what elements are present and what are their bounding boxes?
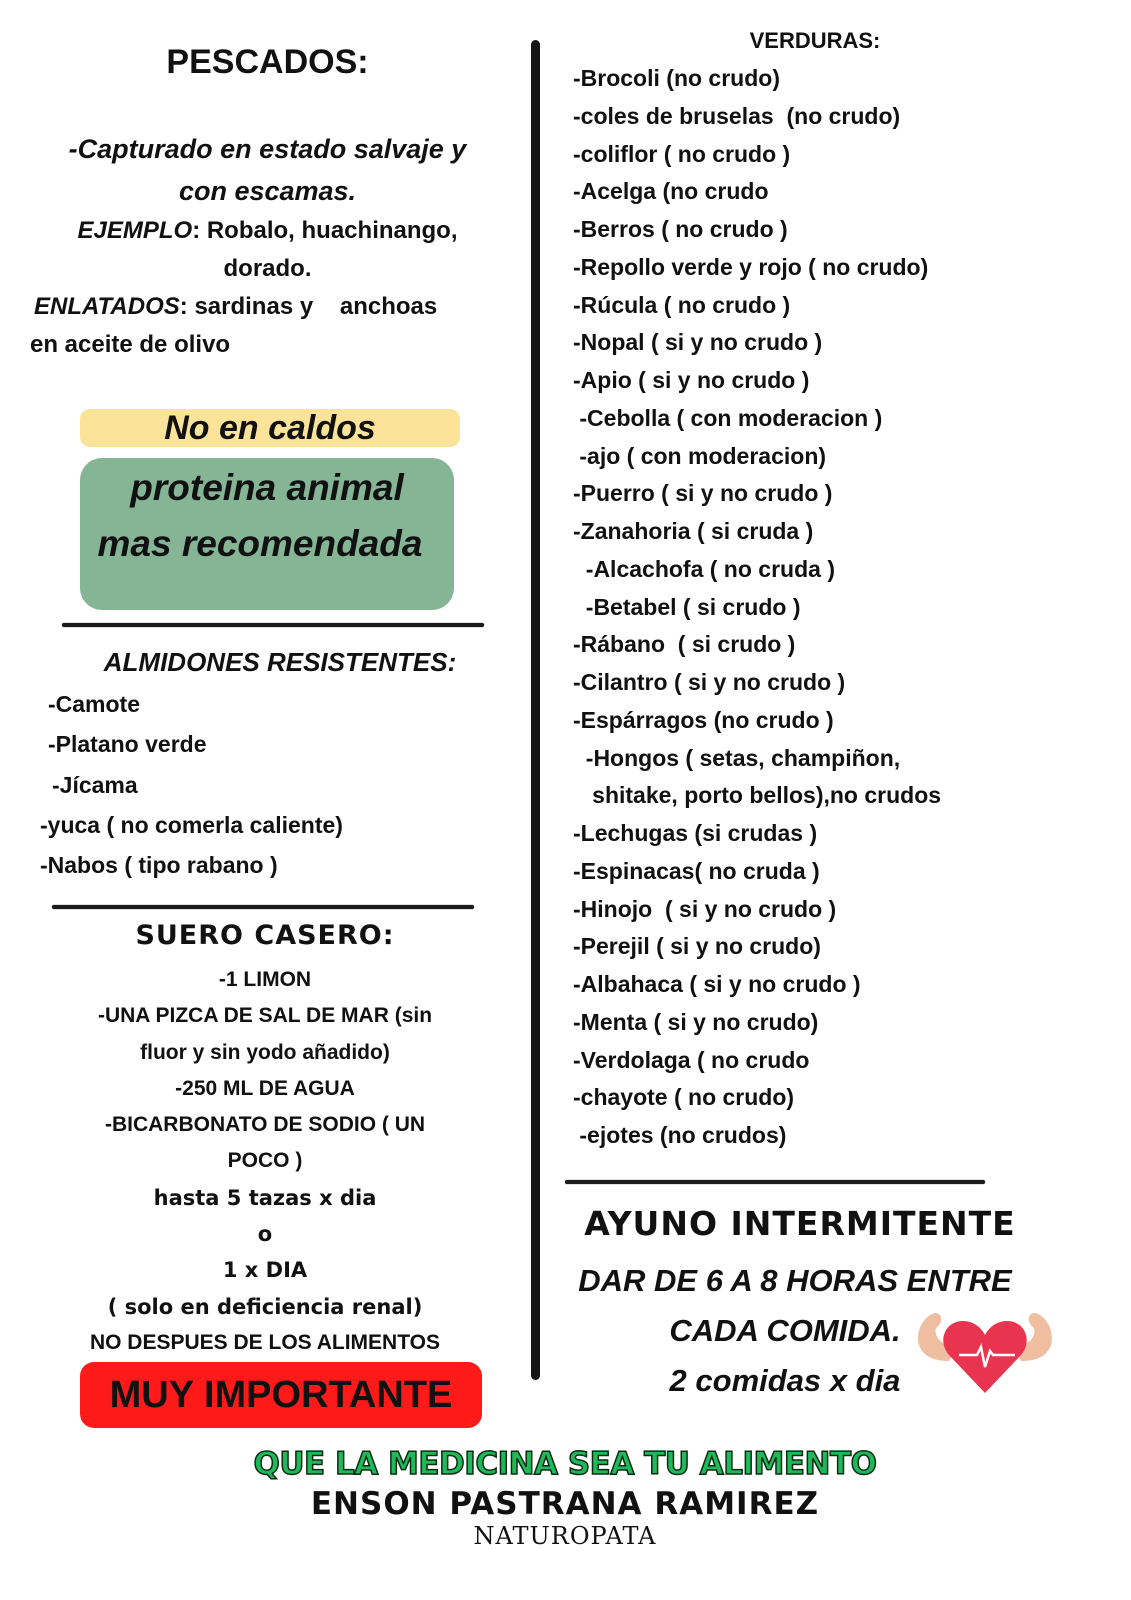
ayuno-line-1: DAR DE 6 A 8 HORAS ENTRE: [578, 1263, 1012, 1298]
verdura-item: -Espinacas( no cruda ): [573, 857, 820, 884]
suero-line: -1 LIMON: [218, 968, 312, 991]
verdura-item: -Nopal ( si y no crudo ): [573, 329, 823, 356]
muy-importante-banner: MUY IMPORTANTE: [80, 1362, 482, 1428]
almidon-item: -yuca ( no comerla caliente): [40, 812, 343, 838]
suero-line: hasta 5 tazas x dia: [153, 1185, 377, 1210]
pescados-enlatados: [20, 288, 515, 364]
no-en-caldos-highlight: No en caldos: [80, 409, 460, 447]
verdura-item: -coles de bruselas (no crudo): [573, 102, 901, 129]
enlatados-text-2: en aceite de olivo: [30, 331, 231, 358]
pescados-line-2: con escamas.: [178, 176, 357, 206]
suero-lines: [40, 962, 490, 1361]
verduras-title: VERDURAS:: [749, 28, 881, 53]
verdura-item: -Puerro ( si y no crudo ): [573, 480, 833, 507]
vertical-divider: [531, 40, 540, 1380]
muscle-heart-icon: [915, 1305, 1055, 1400]
almidon-item: -Nabos ( tipo rabano ): [40, 852, 278, 878]
verdura-item: shitake, porto bellos),no crudos: [573, 782, 942, 809]
verdura-item: -Lechugas (si crudas ): [573, 820, 818, 846]
motto: QUE LA MEDICINA SEA TU ALIMENTO: [253, 1446, 877, 1482]
pescados-ejemplo: [20, 212, 515, 288]
pescados-description: [20, 128, 515, 212]
verdura-item: -Alcachofa ( no cruda ): [573, 555, 835, 582]
ejemplo-label: EJEMPLO: [77, 217, 193, 244]
pescados-title: PESCADOS:: [166, 43, 369, 81]
verdura-item: -Hongos ( setas, champiñon,: [573, 744, 901, 771]
verdura-item: -Berros ( no crudo ): [573, 216, 788, 242]
ayuno-line-2: CADA COMIDA.: [669, 1313, 901, 1348]
author-role: NATUROPATA: [473, 1522, 657, 1550]
verdura-item: -coliflor ( no crudo ): [573, 140, 791, 167]
verdura-item: -chayote ( no crudo): [573, 1084, 795, 1111]
almidon-item: -Platano verde: [48, 731, 207, 757]
box-line-1: proteina animal: [130, 467, 404, 508]
ayuno-title: AYUNO INTERMITENTE: [584, 1204, 1016, 1243]
verdura-item: -Cilantro ( si y no crudo ): [573, 669, 846, 695]
suero-line: POCO ): [227, 1149, 303, 1173]
verdura-item: -ejotes (no crudos): [573, 1122, 787, 1148]
verdura-item: -Verdolaga ( no crudo: [573, 1046, 810, 1073]
divider: [565, 1180, 985, 1184]
almidon-item: -Jícama: [52, 772, 138, 798]
ejemplo-text: : Robalo, huachinango,: [192, 217, 458, 244]
verdura-item: -Apio ( si y no crudo ): [573, 367, 810, 393]
ejemplo-text-2: dorado.: [223, 255, 312, 282]
pescados-section: [20, 40, 515, 364]
suero-line: NO DESPUES DE LOS ALIMENTOS: [89, 1330, 441, 1354]
pescados-line-1: -Capturado en estado salvaje y: [68, 134, 467, 164]
verdura-item: -Zanahoria ( si cruda ): [573, 518, 814, 544]
verduras-list: [573, 60, 941, 1155]
enlatados-text: : sardinas y anchoas: [179, 293, 438, 320]
verdura-item: -Brocoli (no crudo): [573, 65, 780, 91]
suero-line: fluor y sin yodo añadido): [140, 1040, 390, 1064]
verdura-item: -Acelga (no crudo: [573, 178, 769, 205]
almidon-item: -Camote: [48, 691, 141, 717]
verdura-item: -Perejil ( si y no crudo): [573, 933, 821, 960]
suero-line: 1 x DIA: [222, 1258, 308, 1283]
author-name: ENSON PASTRANA RAMIREZ: [310, 1486, 820, 1522]
suero-line: o: [257, 1222, 273, 1247]
divider: [52, 905, 474, 909]
box-line-2: mas recomendada: [97, 523, 423, 564]
ayuno-line-3: 2 comidas x dia: [669, 1363, 901, 1398]
suero-line: -250 ML DE AGUA: [175, 1076, 355, 1100]
verdura-item: -Albahaca ( si y no crudo ): [573, 971, 861, 997]
suero-line: ( solo en deficiencia renal): [107, 1294, 423, 1319]
suero-line: -BICARBONATO DE SODIO ( UN: [104, 1113, 426, 1137]
verdura-item: -ajo ( con moderacion): [573, 442, 827, 469]
verdura-item: -Rúcula ( no crudo ): [573, 291, 791, 318]
verdura-item: -Cebolla ( con moderacion ): [573, 404, 883, 431]
verdura-item: -Rábano ( si crudo ): [573, 631, 796, 658]
verdura-item: -Menta ( si y no crudo): [573, 1008, 819, 1035]
suero-title: SUERO CASERO:: [135, 920, 395, 951]
proteina-box: [80, 458, 454, 610]
enlatados-label: ENLATADOS: [34, 293, 180, 320]
verdura-item: -Hinojo ( si y no crudo ): [573, 895, 837, 922]
suero-line: -UNA PIZCA DE SAL DE MAR (sin: [97, 1004, 433, 1028]
verdura-item: -Espárragos (no crudo ): [573, 706, 834, 733]
verdura-item: -Repollo verde y rojo ( no crudo): [573, 253, 929, 280]
verdura-item: -Betabel ( si crudo ): [573, 593, 801, 620]
almidones-title: ALMIDONES RESISTENTES:: [103, 647, 457, 677]
divider: [62, 623, 484, 627]
